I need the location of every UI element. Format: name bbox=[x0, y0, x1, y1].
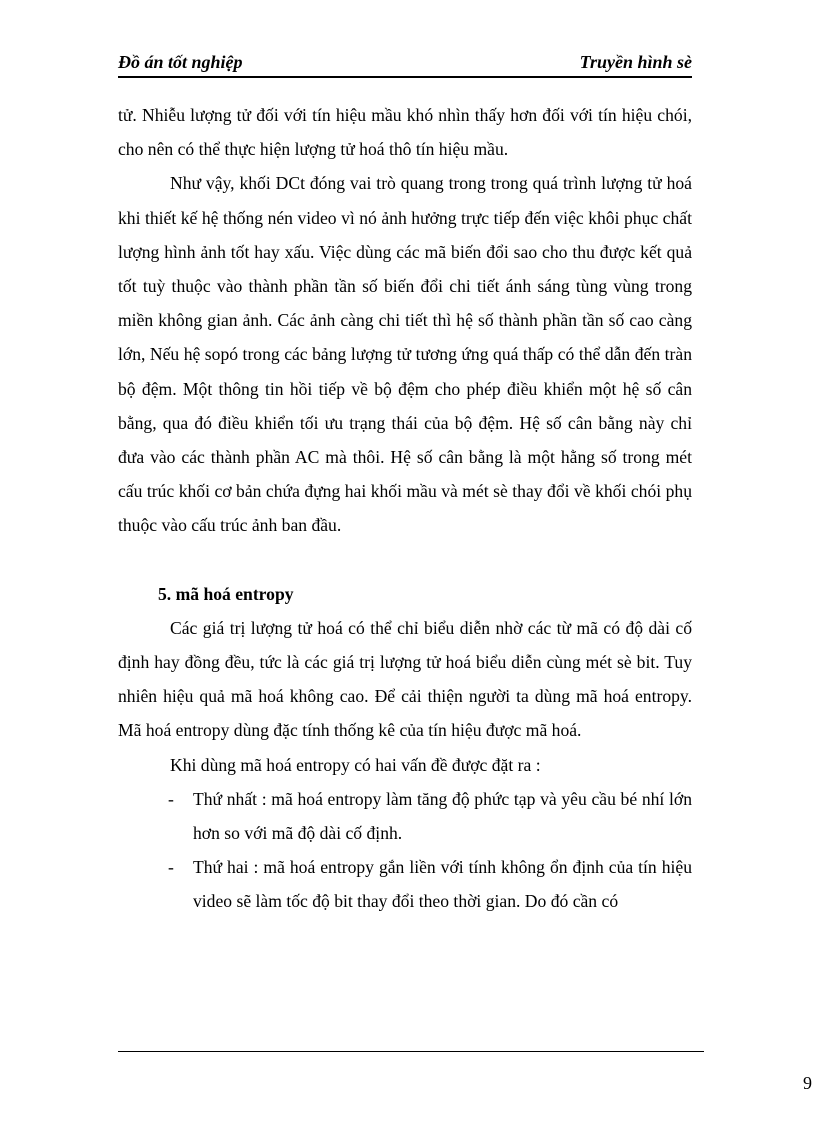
bullet-marker: - bbox=[168, 857, 174, 878]
paragraph-continuation: tử. Nhiễu lượng tử đối với tín hiệu mầu khó nhìn thấy hơn đối với tín hiệu chói, cho nên có thể thực hiện lượng tử hoá thô tín hiệu mầu. bbox=[118, 105, 692, 160]
bullet-text: Thứ nhất : mã hoá entropy làm tăng độ phức tạp và yêu cầu bé nhí lớn hơn so với mã độ dài cố định. bbox=[193, 788, 692, 844]
paragraph-problems-intro: Khi dùng mã hoá entropy có hai vấn đề được đặt ra : bbox=[170, 754, 541, 775]
section-heading: 5. mã hoá entropy bbox=[158, 583, 294, 604]
footer-divider bbox=[118, 1051, 704, 1052]
bullet-marker: - bbox=[168, 788, 174, 809]
document-body bbox=[118, 98, 692, 919]
paragraph-entropy: Các giá trị lượng tử hoá có thể chỉ biểu diễn nhờ các từ mã có độ dài cố định hay đồng đều, tức là các giá trị lượng tử hoá biểu diễn cùng mét sè bit. Tuy nhiên hiệu quả mã hoá không cao. Để cải thiện người ta dùng mã hoá entropy. Mã hoá entropy dùng đặc tính thống kê của tín hiệu được mã hoá. bbox=[118, 617, 692, 741]
bullet-text: Thứ hai : mã hoá entropy gắn liền với tính không ổn định của tín hiệu video sẽ làm tốc độ bit thay đổi theo thời gian. Do đó cần có bbox=[193, 857, 692, 912]
bullet-item-first bbox=[118, 782, 692, 850]
header-right-title: Truyền hình sè bbox=[579, 52, 692, 72]
page-number: 9 bbox=[803, 1073, 812, 1093]
paragraph-dct: Như vậy, khối DCt đóng vai trò quang trong trong quá trình lượng tử hoá khi thiết kế hệ thống nén video vì nó ảnh hưởng trực tiếp đến việc khôi phục chất lượng hình ảnh tốt hay xấu. Việc dùng các mã biến đổi sao cho thu được kết quả tốt tuỳ thuộc vào thành phần tần số biến đổi chi tiết ánh sáng tùng vùng trong miền không gian ảnh. Các ảnh càng chi tiết thì hệ số thành phần tần số cao càng lớn, Nếu hệ sopó trong các bảng lượng tử tương ứng quá thấp có thể dẫn đến tràn bộ đệm. Một thông tin hồi tiếp về bộ đệm cho phép điều khiển một hệ số cân bằng, qua đó điều khiển tối ưu trạng thái của bộ đệm. Hệ số cân bằng này chỉ đưa vào các thành phần AC mà thôi. Hệ số cân bằng là một hằng số trong mét cấu trúc khối cơ bản chứa đựng hai khối mầu và mét sè thay đổi về khối chói phụ thuộc vào cấu trúc ảnh ban đầu. bbox=[118, 173, 692, 536]
bullet-item-second bbox=[118, 850, 692, 918]
page-header bbox=[118, 50, 692, 78]
header-left-title: Đồ án tốt nghiệp bbox=[118, 52, 243, 72]
